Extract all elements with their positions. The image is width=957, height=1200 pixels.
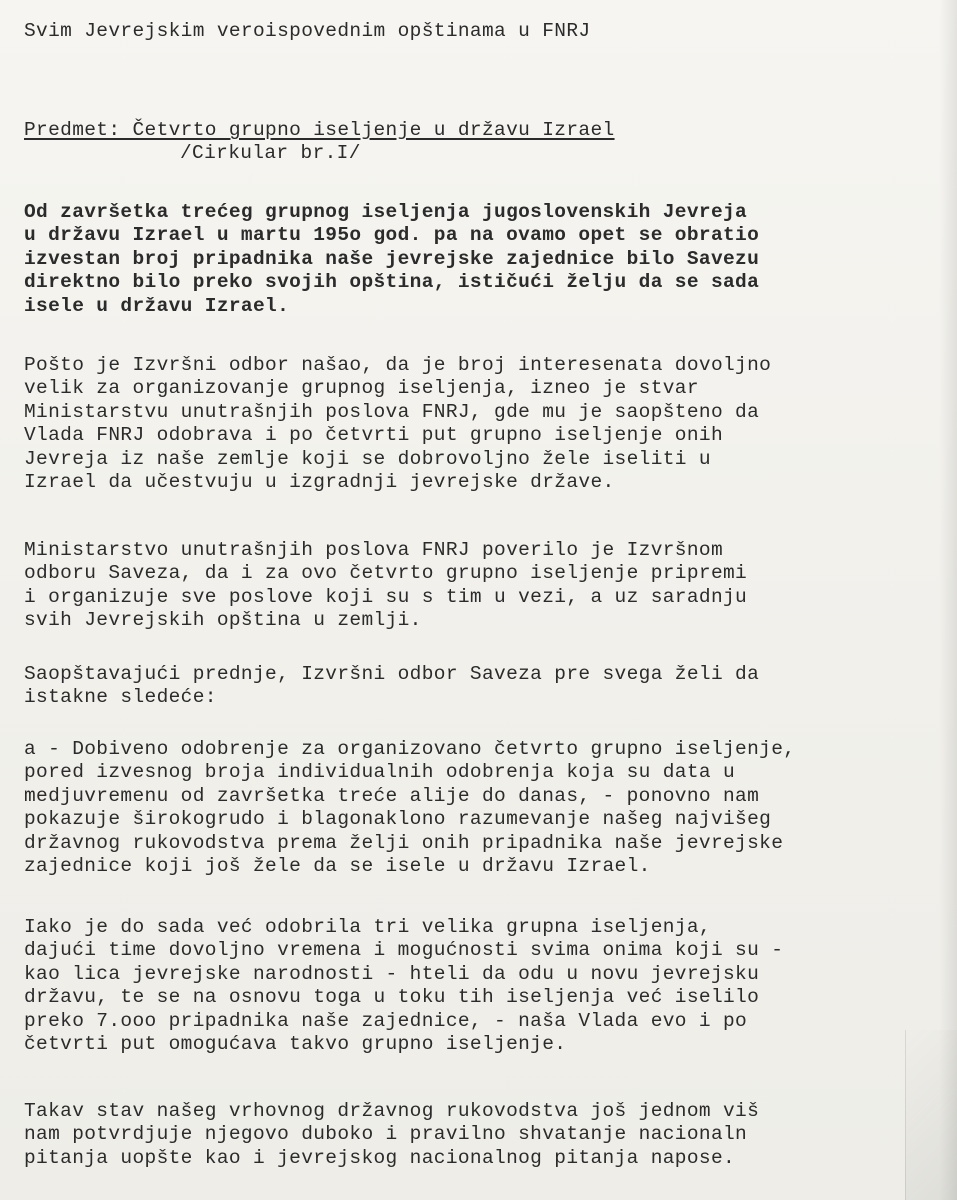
paragraph-line: izvestan broj pripadnika naše jevrejske zajednice bilo Savezu — [24, 247, 760, 270]
paragraph-4 — [24, 663, 944, 710]
paragraph-line: zajednice koji još žele da se isele u državu Izrael. — [24, 855, 651, 878]
addressee-text: Svim Jevrejskim veroispovednim opštinama u FNRJ — [24, 20, 591, 42]
paragraph-6 — [24, 916, 944, 1056]
subject-block — [24, 119, 944, 166]
paragraph-line: svih Jevrejskih opština u zemlji. — [24, 609, 422, 632]
paragraph-line: Iako je do sada već odobrila tri velika grupna iseljenja, — [24, 916, 711, 938]
paragraph-line: Vlada FNRJ odobrava i po četvrti put grupno iseljenje onih — [24, 424, 724, 447]
paragraph-line: odboru Saveza, da i za ovo četvrto grupno iseljenje pripremi — [24, 562, 748, 585]
paragraph-line: Ministarstvo unutrašnjih poslova FNRJ poverilo je Izvršnom — [24, 539, 724, 561]
paragraph-line: pokazuje širokogrudo i blagonaklono razumevanje našeg najvišeg — [24, 808, 772, 831]
paragraph-line: Takav stav našeg vrhovnog državnog rukovodstva još jednom viš — [24, 1100, 760, 1122]
paragraph-line: istakne sledeće: — [24, 686, 217, 709]
paragraph-line: velik za organizovanje grupnog iseljenja, izneo je stvar — [24, 377, 699, 400]
paragraph-line: pitanja uopšte kao i jevrejskog nacionalnog pitanja napose. — [24, 1146, 736, 1169]
page-edge-shadow — [939, 0, 957, 1200]
subject-title: Predmet: Četvrto grupno iseljenje u državu Izrael — [24, 119, 615, 141]
paragraph-line: direktno bilo preko svojih opština, ističući želju da se sada — [24, 271, 760, 294]
paragraph-line: Izrael da učestvuju u izgradnji jevrejske države. — [24, 471, 615, 494]
paragraph-line: državu, te se na osnovu toga u toku tih iseljenja već iselilo — [24, 986, 760, 1009]
paragraph-line: dajući time dovoljno vremena i mogućnosti svima onima koji su - — [24, 939, 784, 962]
paragraph-line: medjuvremenu od završetka treće alije do danas, - ponovno nam — [24, 784, 760, 807]
paragraph-3 — [24, 539, 944, 633]
paragraph-line: pored izvesnog broja individualnih odobrenja koja su data u — [24, 761, 736, 784]
paragraph-line: preko 7.ooo pripadnika naše zajednice, - naša Vlada evo i po — [24, 1009, 748, 1032]
addressee-line — [24, 20, 944, 43]
paragraph-line: Od završetka trećeg grupnog iseljenja jugoslovenskih Jevreja — [24, 201, 748, 223]
paragraph-line: Ministarstvu unutrašnjih poslova FNRJ, gde mu je saopšteno da — [24, 400, 760, 423]
paragraph-line: nam potvrdjuje njegovo duboko i pravilno shvatanje nacionaln — [24, 1123, 748, 1146]
paragraph-line: Saopštavajući prednje, Izvršni odbor Saveza pre svega želi da — [24, 663, 760, 685]
paragraph-line: i organizuje sve poslove koji su s tim u vezi, a uz saradnju — [24, 585, 748, 608]
paragraph-line: a - Dobiveno odobrenje za organizovano četvrto grupno iseljenje, — [24, 738, 796, 760]
paragraph-line: Pošto je Izvršni odbor našao, da je broj interesenata dovoljno — [24, 354, 772, 376]
subject-circular-number: /Cirkular br.I/ — [180, 142, 361, 165]
paragraph-line: državnog rukovodstva prema želji onih pripadnika naše jevrejske — [24, 831, 784, 854]
paragraph-line: Jevreja iz naše zemlje koji se dobrovoljno žele iseliti u — [24, 447, 711, 470]
paragraph-line: isele u državu Izrael. — [24, 294, 290, 317]
paragraph-7 — [24, 1100, 944, 1170]
paragraph-line: u državu Izrael u martu 195o god. pa na ovamo opet se obratio — [24, 224, 760, 247]
paragraph-line: četvrti put omogućava takvo grupno iseljenje. — [24, 1033, 567, 1056]
paragraph-line: kao lica jevrejske narodnosti - hteli da odu u novu jevrejsku — [24, 962, 760, 985]
paragraph-1 — [24, 201, 944, 318]
paragraph-5 — [24, 738, 944, 878]
paragraph-2 — [24, 354, 944, 494]
